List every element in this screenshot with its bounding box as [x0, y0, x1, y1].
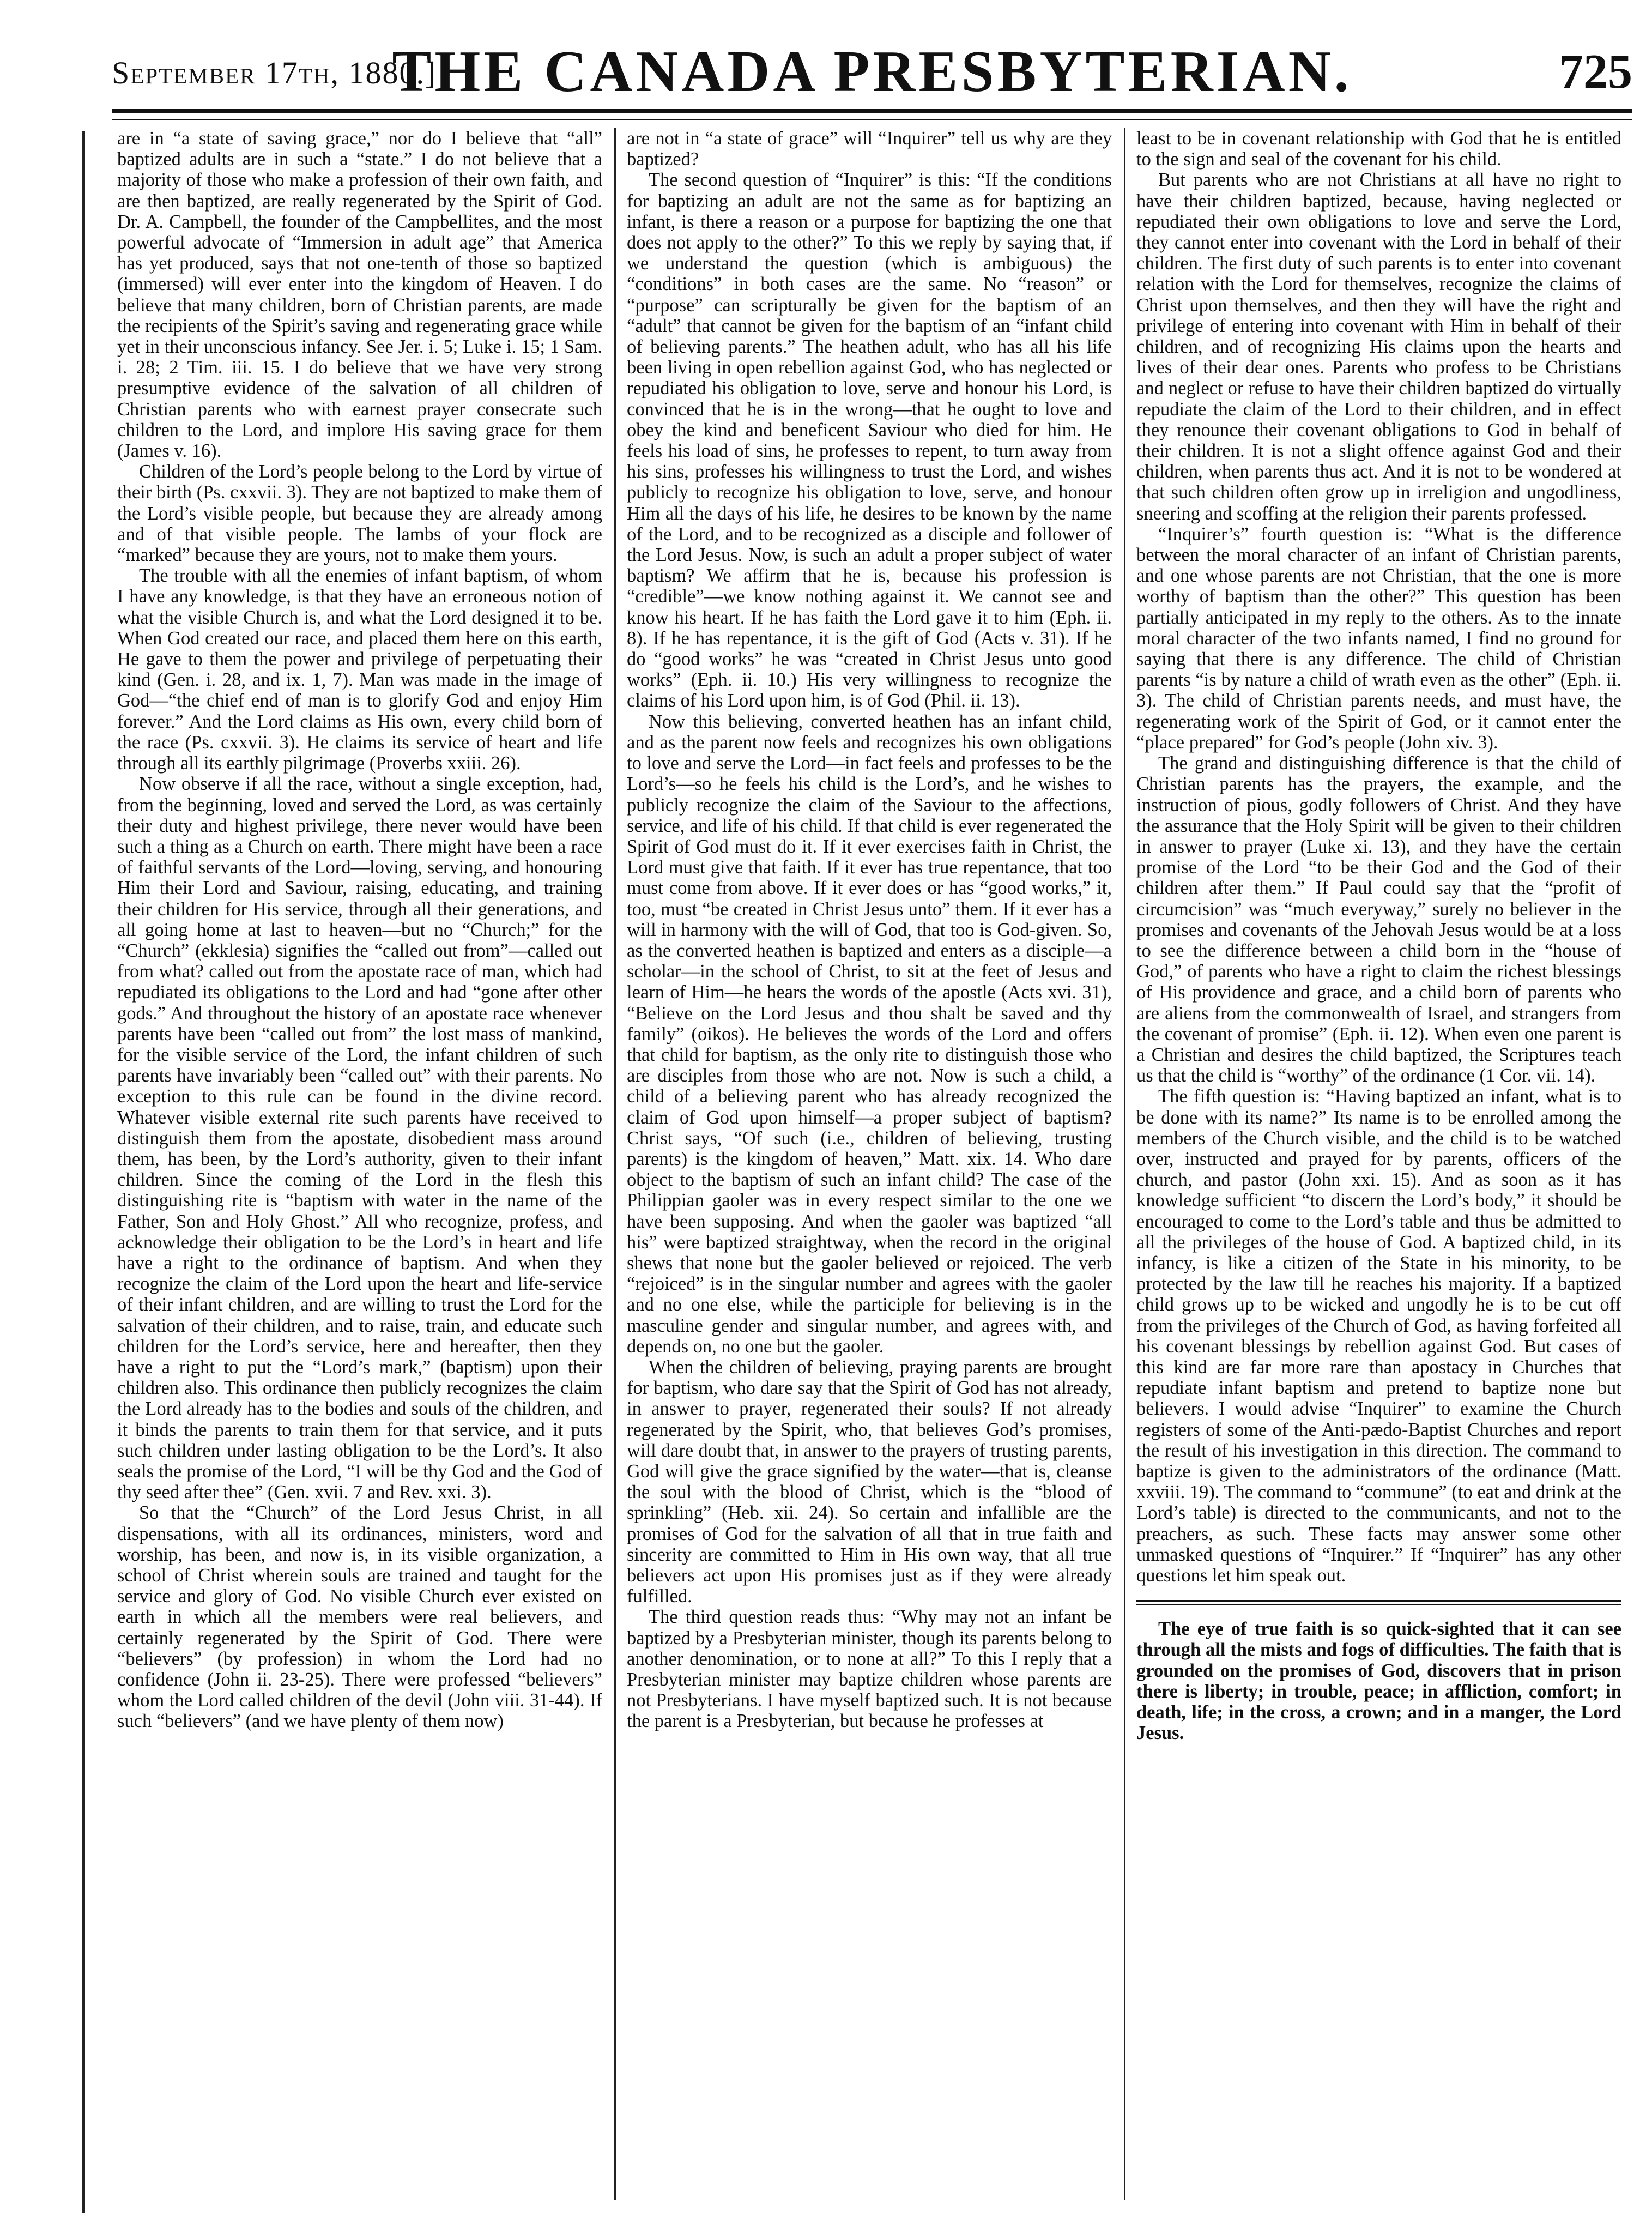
paragraph: When the children of believing, praying parents are brought for baptism, who dare say that the Spirit of God has not already, in answer to prayer, regenerated their souls? If not already regenerated by the Spirit, who, that believes God’s promises, will dare doubt that, in answer to the prayers of trusting parents, God will give the grace signified by the water—that is, cleanse the soul with the blood of Christ, which is the “blood of sprinkling” (Heb. xii. 24). So certain and infallible are the promises of God for the salvation of all that in true faith and sincerity are committed to Him in His own way, that all true believers act upon His promises just as if they were already fulfilled.: [627, 1356, 1112, 1607]
closing-note: The eye of true faith is so quick-sighted that it can see through all the mists and fogs of difficulties. The faith that is grounded on the promises of God, discovers that in prison there is liberty; in trouble, peace; in affliction, comfort; in death, life; in the cross, a crown; and in a manger, the Lord Jesus.: [1136, 1619, 1621, 1744]
column-rule-2: [1124, 128, 1125, 2200]
paragraph: So that the “Church” of the Lord Jesus Christ, in all dispensations, with all its ordinances, ministers, word and worship, has been, and now is, in its visible organization, a school of Christ wherein souls are trained and taught for the service and glory of God. No visible Church ever existed on earth in which all the members were real believers, and certainly regenerated by the Spirit of God. There were “believers” (by profession) in whom the Lord had no confidence (John ii. 23-25). There were professed “believers” whom the Lord called children of the devil (John viii. 31-44). If such “believers” (and we have plenty of them now): [117, 1502, 602, 1732]
paragraph: least to be in covenant relationship with God that he is entitled to the sign and seal of the covenant for his child.: [1136, 128, 1621, 170]
paragraph: The second question of “Inquirer” is this: “If the conditions for baptizing an adult are not the same as for baptizing an infant, is there a reason or a purpose for baptizing the one that does not apply to the other?” To this we reply by saying that, if we understand the question (which is ambiguous) the “conditions” in both cases are the same. No “reason” or “purpose” can scripturally be given for the baptism of an “adult” that cannot be given for the baptism of an “infant child of believing parents.” The heathen adult, who has all his life been living in open rebellion against God, who has neglected or repudiated his obligation to love, serve and honour his Lord, is convinced that he is in the wrong—that he ought to love and obey the kind and beneficent Saviour who died for him. He feels his load of sins, he professes to repent, to turn away from his sins, professes his willingness to trust the Lord, and wishes publicly to recognize his obligation to love, serve, and honour Him all the days of his life, he desires to be known by the name of the Lord, and to be recognized as a disciple and follower of the Lord Jesus. Now, is such an adult a proper subject of water baptism? We affirm that he is, because his profession is “credible”—we know nothing against it. We cannot see and know his heart. If he has faith the Lord gave it to him (Eph. ii. 8). If he has repentance, it is the gift of God (Acts v. 31). If he do “good works” he was “created in Christ Jesus unto good works” (Eph. ii. 10.) His very willingness to recognize the claims of his Lord upon him, is of God (Phil. ii. 13).: [627, 170, 1112, 711]
column-1: [117, 128, 602, 2200]
paragraph: are not in “a state of grace” will “Inquirer” tell us why are they baptized?: [627, 128, 1112, 170]
column-3: [1136, 128, 1621, 2200]
column-rule-1: [614, 128, 616, 2200]
paragraph: The grand and distinguishing difference is that the child of Christian parents has the prayers, the example, and the instruction of pious, godly followers of Christ. And they have the assurance that the Holy Spirit will be given to their children in answer to prayer (Luke xi. 13), and they have the certain promise of the Lord “to be their God and the God of their children after them.” If Paul could say that the “profit of circumcision” was “much everyway,” surely no believer in the promises and covenants of the Jehovah Jesus would be at a loss to see the difference between a child born in the “house of God,” of parents who have a right to claim the richest blessings of His providence and grace, and a child born of parents who are aliens from the commonwealth of Israel, and strangers from the covenant of promise” (Eph. ii. 12). When even one parent is a Christian and desires the child baptized, the Scriptures teach us that the child is “worthy” of the ordinance (1 Cor. vii. 14).: [1136, 753, 1621, 1086]
section-divider: [1136, 1600, 1621, 1605]
paragraph: But parents who are not Christians at all have no right to have their children baptized, because, having neglected or repudiated their own obligations to love and serve the Lord, they cannot enter into covenant with the Lord in behalf of their children. The first duty of such parents is to enter into covenant relation with the Lord for themselves, recognize the claims of Christ upon themselves, and then they will have the right and privilege of entering into covenant with Him in behalf of their children, and of recognizing His claims upon the hearts and lives of their dear ones. Parents who profess to be Christians and neglect or refuse to have their children baptized do virtually repudiate the claim of the Lord to their children, and in effect they renounce their covenant obligations to God in behalf of their children. It is not a slight offence against God and their children, when parents thus act. And it is not to be wondered at that such children often grow up in irreligion and ungodliness, sneering and scoffing at the religion their parents professed.: [1136, 170, 1621, 524]
masthead-title: THE CANADA PRESBYTERIAN.: [392, 39, 1352, 104]
paragraph: Now this believing, converted heathen has an infant child, and as the parent now feels and recognizes his own obligations to love and serve the Lord—in fact feels and professes to be the Lord’s—so he feels his child is the Lord’s, and he wishes to publicly recognize the claim of the Saviour to the affections, service, and life of his child. If that child is ever regenerated the Spirit of God must do it. If it ever exercises faith in Christ, the Lord must give that faith. If it ever has true repentance, that too must come from above. If it ever does or has “good works,” it, too, must “be created in Christ Jesus unto” them. If it ever has a will in harmony with the will of God, that too is God-given. So, as the converted heathen is baptized and enters as a disciple—a scholar—in the school of Christ, to sit at the feet of Jesus and learn of Him—he hears the words of the apostle (Acts xvi. 31), “Believe on the Lord Jesus and thou shalt be saved and thy family” (oikos). He believes the words of the Lord and offers that child for baptism, as the only rite to distinguish those who are disciples from those who are not. Now is such a child, a child of a believing parent who has already recognized the claim of God upon himself—a proper subject of baptism? Christ says, “Of such (i.e., children of believing, trusting parents) is the kingdom of heaven,” Matt. xix. 14. Who dare object to the baptism of such an infant child? The case of the Philippian gaoler was in every respect similar to the one we have been supposing. And when the gaoler was baptized “all his” were baptized straightway, when the record in the original shews that none but the gaoler believed or rejoiced. The verb “rejoiced” is in the singular number and agrees with the gaoler and no one else, while the participle for believing is in the masculine gender and singular number, and agrees with, and depends on, no one but the gaoler.: [627, 711, 1112, 1357]
page-number: 725: [1559, 45, 1632, 99]
paragraph: The third question reads thus: “Why may not an infant be baptized by a Presbyterian minister, though its parents belong to another denomination, or to none at all?” To this I reply that a Presbyterian minister may baptize children whose parents are not Presbyterians. I have myself baptized such. It is not because the parent is a Presbyterian, but because he professes at: [627, 1607, 1112, 1732]
paragraph: Now observe if all the race, without a single exception, had, from the beginning, loved and served the Lord, as was certainly their duty and highest privilege, there never would have been such a thing as a Church on earth. There might have been a race of faithful servants of the Lord—loving, serving, and honouring Him their Lord and Saviour, raising, educating, and training their children for His service, through all their generations, and all going home at last to heaven—but no “Church;” for the “Church” (ekklesia) signifies the “called out from”—called out from what? called out from the apostate race of man, which had repudiated its obligations to the Lord and had “gone after other gods.” And throughout the history of an apostate race whenever parents have been “called out from” the lost mass of mankind, for the visible service of the Lord, the infant children of such parents have invariably been “called out” with their parents. No exception to this rule can be found in the divine record. Whatever visible external rite such parents have received to distinguish them from the apostate, disobedient mass around them, has been, by the Lord’s authority, given to their infant children. Since the coming of the Lord in the flesh this distinguishing rite is “baptism with water in the name of the Father, Son and Holy Ghost.” All who recognize, profess, and acknowledge their obligation to be the Lord’s in heart and life have a right to the ordinance of baptism. And when they recognize the claim of the Lord upon the heart and life-service of their infant children, and are willing to trust the Lord for the salvation of their children, and to raise, train, and educate such children for the Lord’s service, here and hereafter, then they have a right to put the “Lord’s mark,” (baptism) upon their children also. This ordinance then publicly recognizes the claim the Lord already has to the bodies and souls of the children, and it binds the parents to train them for that service, and it puts such children under lasting obligation to be the Lord’s. It also seals the promise of the Lord, “I will be thy God and the God of thy seed after thee” (Gen. xvii. 7 and Rev. xxi. 3).: [117, 774, 602, 1503]
paragraph: The trouble with all the enemies of infant baptism, of whom I have any knowledge, is that they have an erroneous notion of what the visible Church is, and what the Lord designed it to be. When God created our race, and placed them here on this earth, He gave to them the power and privilege of perpetuating their kind (Gen. i. 28, and ix. 1, 7). Man was made in the image of God—“the chief end of man is to glorify God and enjoy Him forever.” And the Lord claims as His own, every child born of the race (Ps. cxxvii. 3). He claims its service of heart and life through all its earthly pilgrimage (Proverbs xxiii. 26).: [117, 565, 602, 774]
paragraph: Children of the Lord’s people belong to the Lord by virtue of their birth (Ps. cxxvii. 3). They are not baptized to make them of the Lord’s visible people, but because they are already among and of that visible people. The lambs of your flock are “marked” because they are yours, not to make them yours.: [117, 461, 602, 566]
issue-date: September 17th, 1880.]: [112, 55, 437, 90]
header-rule: [112, 109, 1632, 120]
left-margin-rule: [82, 131, 85, 2213]
column-2: [627, 128, 1112, 2200]
paragraph: The fifth question is: “Having baptized an infant, what is to be done with its name?” Its name is to be enrolled among the members of the Church visible, and the child is to be watched over, instructed and prayed for by parents, officers of the church, and pastor (John xxi. 15). And as soon as it has knowledge sufficient “to discern the Lord’s body,” it should be encouraged to come to the Lord’s table and thus be admitted to all the privileges of the house of God. A baptized child, in its infancy, is like a citizen of the State in his minority, to be protected by the law till he reaches his majority. If a baptized child grows up to be wicked and ungodly he is to be cut off from the privileges of the Church of God, as having forfeited all his covenant blessings by rebellion against God. But cases of this kind are far more rare than apostacy in Churches that repudiate infant baptism and pretend to baptize none but believers. I would advise “Inquirer” to examine the Church registers of some of the Anti-pædo-Baptist Churches and report the result of his investigation in this direction. The command to baptize is given to the administrators of the ordinance (Matt. xxviii. 19). The command to “commune” (to eat and drink at the Lord’s table) is directed to the communicants, and not to the preachers, as such. These facts may answer some other unmasked questions of “Inquirer.” If “Inquirer” has any other questions let him speak out.: [1136, 1086, 1621, 1586]
paragraph: “Inquirer’s” fourth question is: “What is the difference between the moral character of an infant of Christian parents, and one whose parents are not Christian, that the one is more worthy of baptism than the other?” This question has been partially anticipated in my reply to the others. As to the innate moral character of the two infants named, I find no ground for saying that there is any difference. The child of Christian parents “is by nature a child of wrath even as the other” (Eph. ii. 3). The child of Christian parents needs, and must have, the regenerating work of the Spirit of God, or it cannot enter the “place prepared” for God’s people (John xiv. 3).: [1136, 523, 1621, 753]
paragraph: are in “a state of saving grace,” nor do I believe that “all” baptized adults are in such a “state.” I do not believe that a majority of those who make a profession of their own faith, and are then baptized, are really regenerated by the Spirit of God. Dr. A. Campbell, the founder of the Campbellites, and the most powerful advocate of “Immersion in adult age” that America has yet produced, says that not one-tenth of those so baptized (immersed) will ever enter into the kingdom of Heaven. I do believe that many children, born of Christian parents, are made the recipients of the Spirit’s saving and regenerating grace while yet in their unconscious infancy. See Jer. i. 5; Luke i. 15; 1 Sam. i. 28; 2 Tim. iii. 15. I do believe that we have very strong presumptive evidence of the salvation of all children of Christian parents who with earnest prayer consecrate such children to the Lord, and implore His saving grace for them (James v. 16).: [117, 128, 602, 462]
page-header: [112, 22, 1632, 114]
